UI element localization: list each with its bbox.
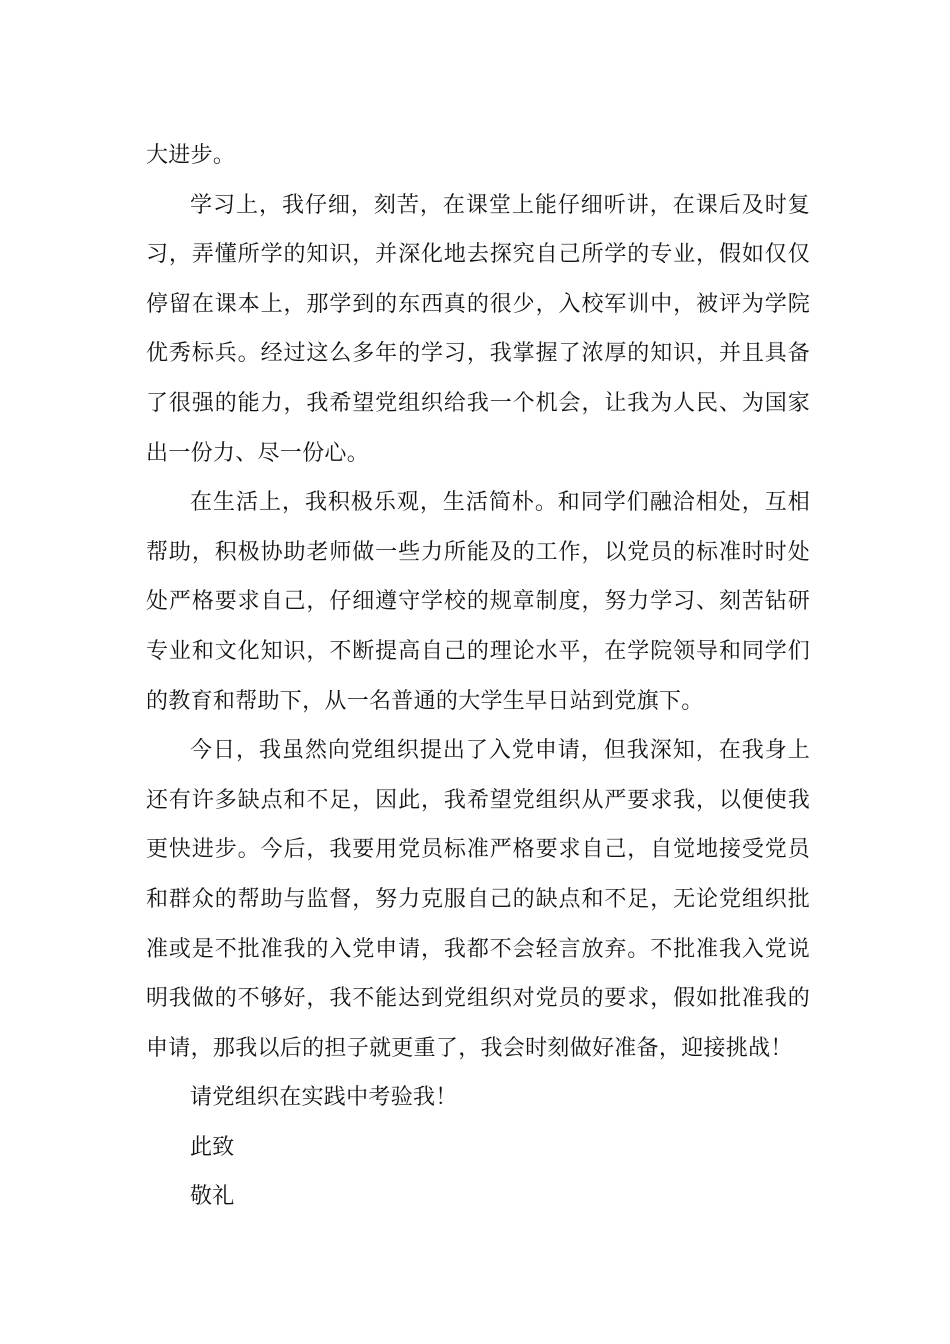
closing-regards: 敬礼	[190, 1184, 235, 1210]
paragraph-life: 在生活上，我积极乐观，生活简朴。和同学们融洽相处，互相帮助，积极协助老师做一些力所能及的工作，以党员的标准时时处处严格要求自己，仔细遵守学校的规章制度，努力学习、刻苦钻研专业和文化知识，不断提高自己的理论水平，在学院领导和同学们的教育和帮助下，从一名普通的大学生早日站到党旗下。	[146, 490, 810, 714]
closing-salutation: 此致	[190, 1134, 235, 1160]
closing-request: 请党组织在实践中考验我！	[190, 1085, 458, 1111]
paragraph-application: 今日，我虽然向党组织提出了入党申请，但我深知，在我身上还有许多缺点和不足，因此，我希望党组织从严要求我，以便使我更快进步。今后，我要用党员标准严格要求自己，自觉地接受党员和群众的帮助与监督，努力克服自己的缺点和不足，无论党组织批准或是不批准我的入党申请，我都不会轻言放弃。不批准我入党说明我做的不够好，我不能达到党组织对党员的要求，假如批准我的申请，那我以后的担子就更重了，我会时刻做好准备，迎接挑战！	[146, 738, 810, 1061]
document-page	[146, 131, 810, 1222]
paragraph-study: 学习上，我仔细，刻苦，在课堂上能仔细听讲，在课后及时复习，弄懂所学的知识，并深化地去探究自己所学的专业，假如仅仅停留在课本上，那学到的东西真的很少，入校军训中，被评为学院优秀标兵。经过这么多年的学习，我掌握了浓厚的知识，并且具备了很强的能力，我希望党组织给我一个机会，让我为人民、为国家出一份力、尽一份心。	[146, 192, 810, 466]
paragraph-continuation: 大进步。	[146, 143, 236, 168]
